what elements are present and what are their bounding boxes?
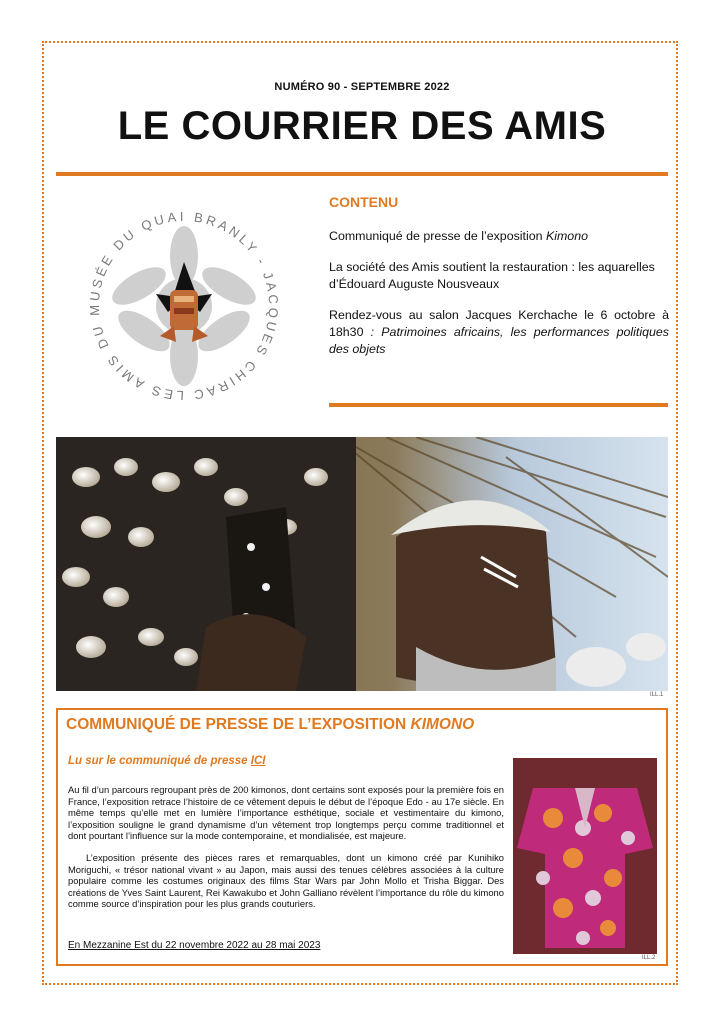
illustration-label-1: ILL.1 [650,692,664,698]
header-rule [56,172,668,176]
masthead-title: LE COURRIER DES AMIS [117,104,607,148]
logo-ring-text: LES AMIS DU MUSÉE DU QUAI BRANLY - JACQUES CHIRAC [86,208,282,404]
illustration-label-2: ILL.2 [642,955,656,961]
article-title: COMMUNIQUÉ DE PRESSE DE L’EXPOSITION KIMONO [66,716,475,733]
press-release-link[interactable]: ICI [250,755,266,767]
contents-item-rendezvous[interactable]: Rendez-vous au salon Jacques Kerchache le 6 octobre à 18h30 : Patrimoines africains, les performances politiques des objets [329,308,669,356]
issue-number: NUMÉRO 90 - SEPTEMBRE 2022 [274,81,450,93]
kimono-photo [513,758,657,954]
contents-section [329,194,669,372]
article-paragraph-2: L’exposition présente des pièces rares et remarquables, dont un kimono créé par Kunihiko Moriguchi, « trésor national vivant » au Japon, mais aussi des tenues célèbres associées à la culture populaire comme les costumes originaux des films Star Wars par John Mollo et Trisha Biggar. Des créations de Yves Saint Laurent, Rei Kawakubo et John Galliano révèlent l’importance du rôle du kimono comme source d’inspiration pour les plus grands couturiers. [68,851,504,910]
hero-photo [56,437,668,691]
contents-item-kimono[interactable]: Communiqué de presse de l’exposition Kimono [329,229,588,243]
contents-heading: CONTENU [329,194,399,210]
society-logo [64,186,304,426]
article-paragraph-1: Au fil d’un parcours regroupant près de 200 kimonos, dont certains sont exposés pour la première fois en France, l’exposition retrace l’histoire de ce vêtement depuis le début de l’époque Edo - au 17e siècle. En même temps qu’elle met en lumière l’importance esthétique, sociale et vestimentaire du kimono, l’exposition souligne le grand dynamisme d’un vêtement trop longtemps perçu comme traditionnel et dont pourtant l’influence sur la mode contemporaine, et mondialisée, est majeure. [68,784,504,842]
contents-item-restoration[interactable]: La société des Amis soutient la restauration : les aquarelles d’Édouard Auguste Nousveaux [329,260,655,291]
contents-rule [329,403,668,407]
exhibition-dates: En Mezzanine Est du 22 novembre 2022 au 28 mai 2023 [68,940,321,951]
press-release-link-line: Lu sur le communiqué de presse ICI [68,755,266,767]
article-body [68,784,504,920]
